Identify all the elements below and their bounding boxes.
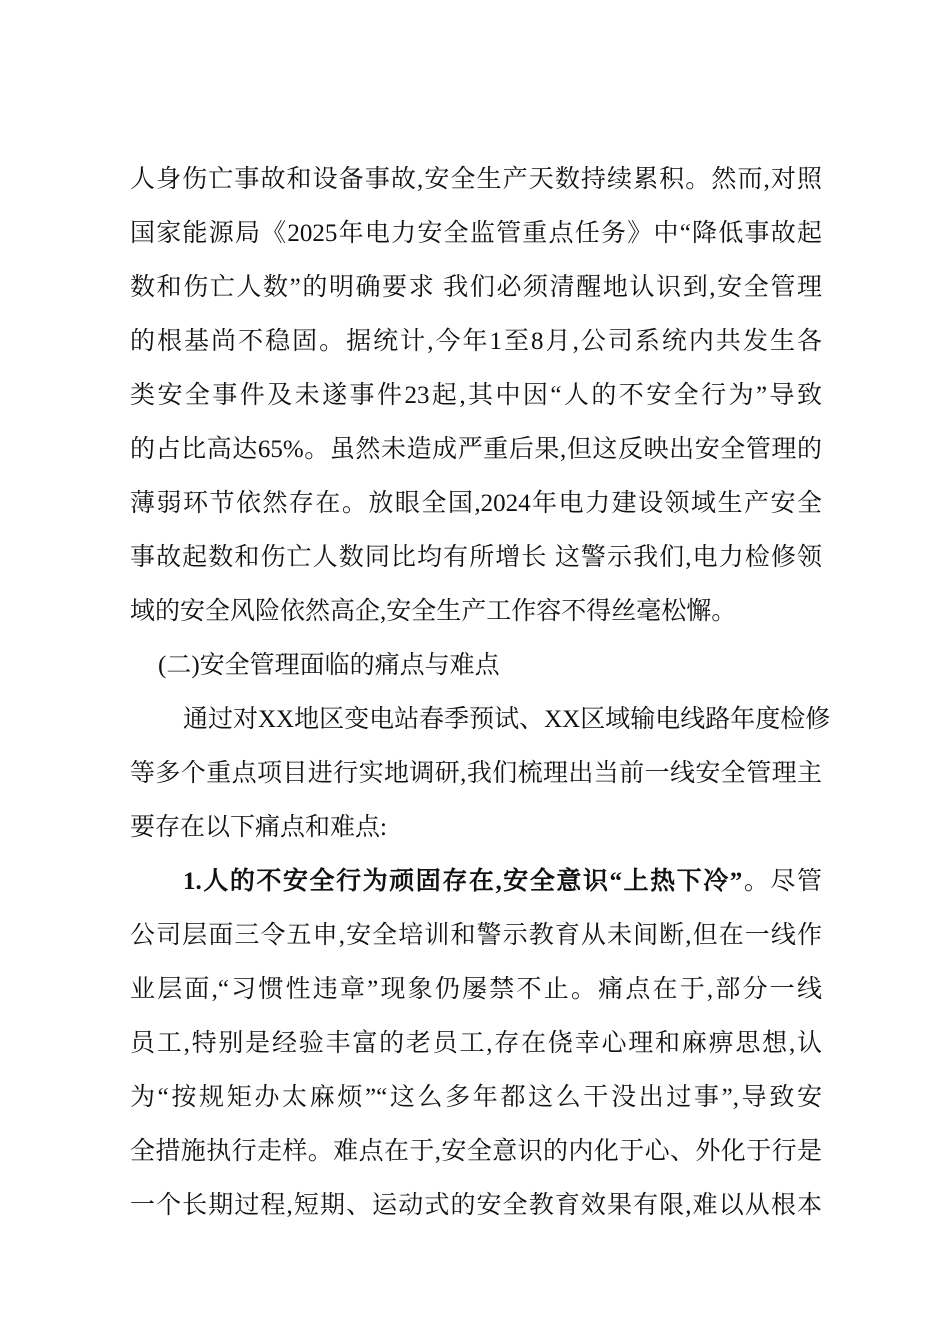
paragraph-line: 业层面,“习惯性违章”现象仍屡禁不止。痛点在于,部分一线 bbox=[130, 976, 822, 1003]
paragraph-line: 的根基尚不稳固。据统计,今年1至8月,公司系统内共发生各 bbox=[130, 328, 822, 355]
paragraph-line: 薄弱环节依然存在。放眼全国,2024年电力建设领域生产安全 bbox=[130, 490, 822, 517]
paragraph-line: 为“按规矩办太麻烦”“这么多年都这么干没出过事”,导致安 bbox=[130, 1084, 822, 1111]
paragraph-line: 的占比高达65%。虽然未造成严重后果,但这反映出安全管理的 bbox=[130, 436, 822, 463]
body-text bbox=[130, 153, 831, 1233]
paragraph-line: 人身伤亡事故和设备事故,安全生产天数持续累积。然而,对照 bbox=[130, 166, 822, 193]
point-title: 1.人的不安全行为顽固存在,安全意识“上热下冷” bbox=[183, 868, 743, 895]
paragraph-line: 全措施执行走样。难点在于,安全意识的内化于心、外化于行是 bbox=[130, 1138, 822, 1165]
paragraph-line: 数和伤亡人数”的明确要求 我们必须清醒地认识到,安全管理 bbox=[130, 274, 822, 301]
paragraph-line: 员工,特别是经验丰富的老员工,存在侥幸心理和麻痹思想,认 bbox=[130, 1030, 822, 1057]
paragraph-line: 类安全事件及未遂事件23起,其中因“人的不安全行为”导致 bbox=[130, 382, 822, 409]
numbered-point-line bbox=[130, 855, 822, 909]
point-text: 。尽管 bbox=[742, 868, 822, 895]
section-heading: (二)安全管理面临的痛点与难点 bbox=[158, 652, 500, 679]
paragraph-line: 一个长期过程,短期、运动式的安全教育效果有限,难以从根本 bbox=[130, 1192, 822, 1219]
paragraph-line: 域的安全风险依然高企,安全生产工作容不得丝毫松懈。 bbox=[130, 598, 737, 625]
paragraph-line: 公司层面三令五申,安全培训和警示教育从未间断,但在一线作 bbox=[130, 922, 822, 949]
paragraph-line: 要存在以下痛点和难点: bbox=[130, 814, 387, 841]
paragraph-line: 国家能源局《2025年电力安全监管重点任务》中“降低事故起 bbox=[130, 220, 822, 247]
paragraph-line: 等多个重点项目进行实地调研,我们梳理出当前一线安全管理主 bbox=[130, 760, 822, 787]
paragraph-line: 事故起数和伤亡人数同比均有所增长 这警示我们,电力检修领 bbox=[130, 544, 822, 571]
paragraph-line: 通过对XX地区变电站春季预试、XX区域输电线路年度检修 bbox=[183, 706, 831, 733]
